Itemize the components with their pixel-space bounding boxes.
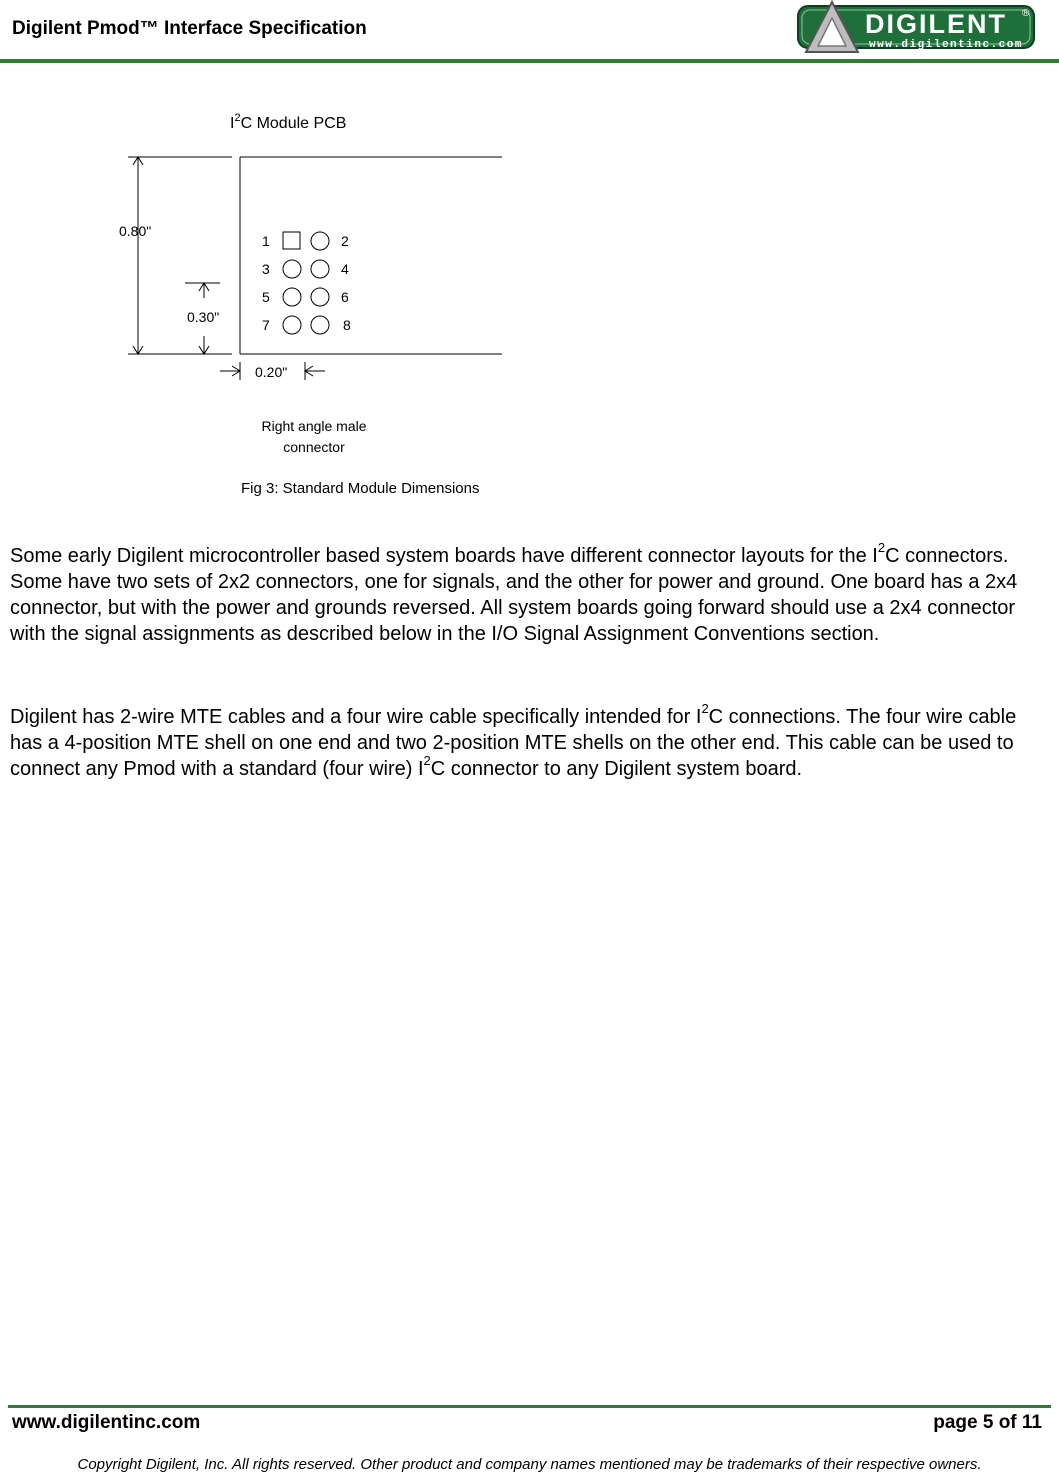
pin-number: 2 bbox=[341, 233, 349, 249]
page-header bbox=[0, 0, 1059, 64]
paragraph-mte-cables: Digilent has 2-wire MTE cables and a four wire cable specifically intended for $I^2C$ connections. The four wire cable has a 4-position MTE shell on one end and two 2-position MTE shells on the other end. This cable can be used to connect any Pmod with a standard (four wire) $I^2C$ connector to any Digilent system board. bbox=[10, 701, 1017, 780]
logo-url: www.digilentinc.com bbox=[869, 39, 1023, 51]
row-offset-dimension-label: 0.30" bbox=[187, 309, 220, 325]
logo-registered-mark: ® bbox=[1022, 8, 1030, 19]
footer-rule bbox=[8, 1405, 1051, 1408]
pin-3-round-pad bbox=[283, 260, 301, 278]
copyright-notice: Copyright Digilent, Inc. All rights reserved. Other product and company names mentioned may be trademarks of their respective owners. bbox=[77, 1456, 982, 1473]
pin-number: 7 bbox=[262, 317, 270, 333]
pin-number: 1 bbox=[262, 233, 270, 249]
page-footer bbox=[0, 1400, 1059, 1473]
pin-7-round-pad bbox=[283, 316, 301, 334]
pin-number: 6 bbox=[341, 289, 349, 305]
footer-website-link[interactable]: www.digilentinc.com bbox=[12, 1412, 201, 1433]
pin-number: 5 bbox=[262, 289, 270, 305]
connector-label-line1: Right angle male bbox=[261, 418, 367, 434]
pin-6-round-pad bbox=[311, 288, 329, 306]
pin-1-square-pad bbox=[283, 232, 300, 249]
pin-8-round-pad bbox=[311, 316, 329, 334]
height-dimension-label: 0.80" bbox=[119, 223, 152, 239]
pcb-label: $I^2C$ Module PCB bbox=[230, 112, 347, 132]
header-rule bbox=[0, 59, 1059, 63]
page-number: page 5 of 11 bbox=[933, 1412, 1042, 1433]
connector-pin-grid bbox=[262, 232, 351, 334]
pin-5-round-pad bbox=[283, 288, 301, 306]
paragraph-connector-layouts: Some early Digilent microcontroller based system boards have different connector layouts for the $I^2C$ connectors. Some have two sets of 2x2 connectors, one for signals, and the other for power and ground. One board has a 2x4 connector, but with the power and grounds reversed. All system boards going forward should use a 2x4 connector with the signal assignments as described below in the I/O Signal Assignment Conventions section. bbox=[10, 540, 1018, 645]
module-dimensions-figure bbox=[0, 80, 1059, 520]
pin-number: 4 bbox=[341, 261, 349, 277]
digilent-logo bbox=[796, 0, 1046, 60]
connector-label-line2: connector bbox=[283, 439, 345, 455]
pin-4-round-pad bbox=[311, 260, 329, 278]
pin-number: 8 bbox=[343, 317, 351, 333]
document-title: Digilent Pmod™ Interface Specification bbox=[12, 18, 367, 39]
pin-2-round-pad bbox=[311, 232, 329, 250]
pcb-outline bbox=[240, 157, 502, 354]
pin-number: 3 bbox=[262, 261, 270, 277]
edge-offset-dimension-label: 0.20" bbox=[255, 364, 288, 380]
logo-wordmark: DIGILENT bbox=[865, 9, 1007, 39]
figure-caption: Fig 3: Standard Module Dimensions bbox=[241, 480, 480, 497]
